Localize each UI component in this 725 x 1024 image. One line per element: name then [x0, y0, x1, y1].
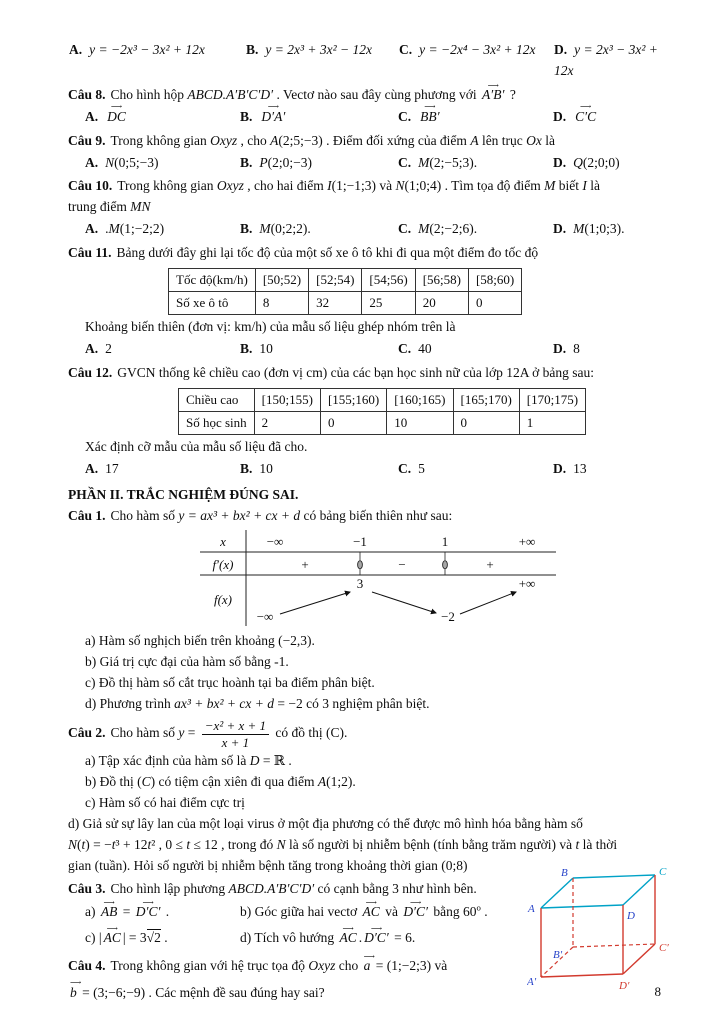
question-number: Câu 3. — [68, 880, 106, 896]
speed-frequency-table — [168, 268, 522, 315]
bbt-x-value: 1 — [441, 534, 449, 550]
option-d — [553, 459, 663, 480]
statement-text: a) Hàm số nghịch biến trên khoảng (−2,3). — [85, 633, 315, 649]
table-cell: [155;160) — [320, 388, 386, 411]
table-cell: [150;155) — [254, 388, 320, 411]
option-c — [398, 153, 553, 174]
statement-d: d) Tích vô hướng ⟶ AC . ⟶ D′C′ = 6. — [240, 927, 663, 950]
fraction — [202, 718, 269, 750]
option-b — [240, 459, 398, 480]
option-label: A. — [85, 108, 99, 124]
bbt-f-label: f(x) — [213, 592, 233, 608]
option-text: M(2;−2;6). — [418, 221, 478, 237]
option-b — [240, 219, 398, 240]
table-cell: 0 — [320, 411, 386, 434]
option-label: B. — [240, 108, 253, 124]
statement-text: b) Giá trị cực đại của hàm số bằng -1. — [85, 654, 289, 670]
option-d — [554, 40, 663, 82]
question-number: Câu 1. — [68, 507, 106, 523]
statement-c: c) | ⟶ AC | = 3 √ 2 . — [85, 927, 240, 950]
option-text: ⟶ D′A′ — [259, 109, 287, 124]
cube-vertex-label-a1: A′ — [527, 975, 537, 988]
question-10-stem-line2 — [68, 198, 663, 217]
option-text: 8 — [573, 340, 580, 356]
option-text: ⟶ C′C — [573, 109, 598, 124]
height-frequency-table — [178, 388, 586, 435]
option-c — [398, 339, 553, 360]
table-cell: 10 — [387, 411, 453, 434]
option-label: A. — [85, 221, 99, 237]
option-text: N(0;5;−3) — [105, 154, 159, 170]
option-label: D. — [553, 154, 567, 170]
option-label: C. — [398, 460, 412, 476]
bbt-sign: + — [301, 557, 309, 573]
option-text: ⟶ DC — [105, 109, 128, 124]
option-c — [398, 459, 553, 480]
question-text: GVCN thống kê chiều cao (đơn vị cm) của các bạn học sinh nữ của lớp 12A ở bảng sau: — [117, 364, 594, 380]
question-number: Câu 8. — [68, 86, 106, 102]
question-text: Cho hàm số y = — [110, 725, 199, 741]
question-text: Cho hàm số y = ax³ + bx² + cx + d có bảng biến thiên như sau: — [110, 507, 453, 523]
question-text: Trong không gian Oxyz , cho hai điểm I(1;−1;3) và N(1;0;4) . Tìm tọa độ điểm M biết I là — [117, 178, 600, 194]
table-cell: Chiều cao — [179, 388, 255, 411]
statement-text: c) Đồ thị hàm số cắt trục hoành tại ba điểm phân biệt. — [85, 675, 375, 691]
part-2-heading: PHẦN II. TRẮC NGHIỆM ĐÚNG SAI. — [68, 486, 299, 502]
table-cell: Tốc độ(km/h) — [169, 269, 256, 292]
table-cell: [56;58) — [415, 269, 468, 292]
cube-vertex-label-c1: C′ — [659, 941, 669, 954]
statement-text: d) Giả sử sự lây lan của một loại virus ở một địa phương có thể được mô hình hóa bằng hàm số — [68, 815, 583, 831]
question-10-stem — [68, 177, 663, 196]
question-12-stem — [68, 364, 663, 383]
option-text: y = 2x³ + 3x² − 12x — [265, 42, 373, 57]
question-11-stem — [68, 244, 663, 263]
fraction-numerator: −x² + x + 1 — [202, 718, 269, 735]
option-text: P(2;0;−3) — [259, 154, 312, 170]
option-label: A. — [69, 42, 83, 57]
option-text: y = 2x³ − 3x² + 12x — [554, 42, 658, 78]
option-label: B. — [240, 340, 253, 356]
option-label: C. — [399, 42, 413, 57]
table-cell: 0 — [453, 411, 519, 434]
p2-question-2-stem — [68, 718, 663, 750]
p2q2-item-c — [68, 794, 663, 813]
option-text: y = −2x³ − 3x² + 12x — [89, 42, 205, 57]
question-text: Cho hình hộp ABCD.A′B′C′D′ . Vectơ nào sau đây cùng phương với ⟶ A′B′ ? — [111, 87, 516, 102]
question-12-note: Xác định cỡ mẫu của mẫu số liệu đã cho. — [85, 438, 308, 454]
table-cell: [52;54) — [309, 269, 362, 292]
option-text: 40 — [418, 340, 432, 356]
option-text: M(0;2;2). — [259, 221, 311, 237]
table-cell: [50;52) — [255, 269, 308, 292]
p2-question-1-stem — [68, 507, 663, 526]
bbt-sign: 0 — [356, 557, 364, 573]
table-cell: 1 — [519, 411, 585, 434]
option-b — [240, 339, 398, 360]
question-number: Câu 11. — [68, 245, 112, 261]
option-b — [240, 153, 398, 174]
option-a — [85, 339, 240, 360]
option-label: C. — [398, 108, 412, 124]
p2q1-item-b — [68, 653, 663, 672]
bbt-x-value: −∞ — [266, 534, 284, 550]
question-8-stem — [68, 86, 663, 105]
option-label: C. — [398, 340, 412, 356]
bbt-x-value: +∞ — [518, 534, 536, 550]
option-label: D. — [553, 340, 567, 356]
cube-figure — [527, 866, 677, 994]
statement-b: b) Góc giữa hai vectơ ⟶ AC và ⟶ D′C′ bằng 60$^o$ . — [240, 901, 663, 924]
option-text: 10 — [259, 340, 273, 356]
option-text: 10 — [259, 460, 273, 476]
option-text: M(2;−5;3). — [418, 154, 478, 170]
statement-text: N(t) = −t³ + 12t² , 0 ≤ t ≤ 12 , trong đó N là số người bị nhiễm bệnh (tính bằng trăm người) và t là thời — [68, 836, 618, 852]
question-number: Câu 9. — [68, 132, 106, 148]
option-text: 13 — [573, 460, 587, 476]
question-9-options — [68, 153, 663, 174]
question-11-note: Khoảng biến thiên (đơn vị: km/h) của mẫu số liệu ghép nhóm trên là — [85, 319, 456, 335]
p2q1-item-d — [68, 695, 663, 714]
cube-vertex-label-b: B — [561, 866, 568, 879]
option-c — [399, 40, 554, 82]
p2q2-item-b — [68, 773, 663, 792]
option-label: B. — [240, 221, 253, 237]
table-cell: 0 — [468, 292, 521, 315]
bbt-x-label: x — [220, 534, 226, 550]
question-10-options — [68, 219, 663, 240]
question-text: có đồ thị (C). — [272, 725, 348, 741]
option-label: A. — [85, 340, 99, 356]
fraction-denominator: x + 1 — [221, 734, 250, 750]
table-cell: [170;175) — [519, 388, 585, 411]
question-number: Câu 4. — [68, 958, 106, 974]
option-label: A. — [85, 460, 99, 476]
table-cell: 8 — [255, 292, 308, 315]
table-cell: 2 — [254, 411, 320, 434]
question-11-options — [68, 339, 663, 360]
option-d — [553, 219, 663, 240]
bbt-arrow-up — [280, 592, 350, 614]
question-number: Câu 2. — [68, 725, 106, 741]
option-a — [85, 459, 240, 480]
option-text: 5 — [418, 460, 425, 476]
table-cell: [165;170) — [453, 388, 519, 411]
cube-vertex-label-b1: B′ — [553, 948, 563, 961]
question-text: Trong không gian với hệ trục tọa độ Oxyz cho ⟶ a = (1;−2;3) và — [111, 958, 448, 973]
p2q2-item-d — [68, 815, 663, 834]
p2q2-item-d-line2 — [68, 836, 663, 855]
option-label: B. — [240, 460, 253, 476]
table-row — [169, 269, 522, 292]
variation-table — [200, 530, 556, 626]
bbt-arrow-up — [460, 592, 516, 614]
statement-text: b) Đồ thị (C) có tiệm cận xiên đi qua điểm A(1;2). — [85, 774, 356, 790]
bbt-f-value: +∞ — [518, 576, 536, 592]
option-c — [398, 107, 553, 128]
option-a — [85, 107, 240, 128]
option-a — [85, 219, 240, 240]
top-answer-row — [68, 40, 663, 82]
question-text: Trong không gian Oxyz , cho A(2;5;−3) . Điểm đối xứng của điểm A lên trục Ox là — [110, 132, 556, 148]
option-text: 2 — [105, 340, 112, 356]
question-number: Câu 12. — [68, 364, 113, 380]
option-d — [553, 153, 663, 174]
option-label: D. — [554, 42, 568, 57]
option-a — [69, 40, 246, 82]
statement-text: gian (tuần). Hỏi số người bị nhiễm bệnh tăng trong khoảng thời gian (0;8) — [68, 857, 468, 873]
option-text: y = −2x⁴ − 3x² + 12x — [419, 42, 536, 57]
table-cell: [160;165) — [387, 388, 453, 411]
table-cell: 25 — [362, 292, 415, 315]
statement-text: d) Phương trình ax³ + bx² + cx + d = −2 có 3 nghiệm phân biệt. — [85, 696, 430, 712]
option-label: C. — [398, 154, 412, 170]
option-label: D. — [553, 221, 567, 237]
option-b — [240, 107, 398, 128]
page-number: 8 — [654, 984, 661, 999]
option-text: 17 — [105, 460, 119, 476]
statement-a: a) ⟶ AB = ⟶ D′C′ . — [85, 901, 240, 924]
option-c — [398, 219, 553, 240]
question-text: trung điểm MN — [68, 199, 151, 215]
cube-vertex-label-d: D — [627, 909, 635, 922]
p2q1-item-a — [68, 632, 663, 651]
cube-vertex-label-c: C — [659, 865, 667, 878]
option-label: D. — [553, 460, 567, 476]
p2q2-item-a — [68, 752, 663, 771]
cube-vertex-label-d1: D′ — [619, 979, 630, 992]
table-cell: 20 — [415, 292, 468, 315]
p2q1-item-c — [68, 674, 663, 693]
table-row — [169, 292, 522, 315]
question-12-options — [68, 459, 663, 480]
bbt-f-value: −2 — [441, 609, 455, 625]
table-cell: 32 — [309, 292, 362, 315]
bbt-arrow-down — [372, 592, 436, 613]
option-label: D. — [553, 108, 567, 124]
table-row — [179, 388, 586, 411]
statement-text: a) Tập xác định của hàm số là D = ℝ . — [85, 753, 292, 769]
option-text: .M(1;−2;2) — [105, 221, 165, 237]
table-cell: Số học sinh — [179, 411, 255, 434]
question-text: Cho hình lập phương ABCD.A′B′C′D′ có cạnh bằng 3 như hình bên. — [110, 880, 477, 896]
option-label: C. — [398, 221, 412, 237]
option-d — [553, 339, 663, 360]
table-cell: [54;56) — [362, 269, 415, 292]
bbt-f-value: −∞ — [256, 609, 274, 625]
variation-table-wrap — [200, 530, 663, 630]
option-b — [246, 40, 399, 82]
option-text: ⟶ BB′ — [418, 109, 441, 124]
statement-text: c) Hàm số có hai điểm cực trị — [85, 795, 245, 810]
question-text: Bảng dưới đây ghi lại tốc độ của một số xe ô tô khi đi qua một điểm đo tốc độ — [116, 245, 539, 261]
bbt-f-value: 3 — [356, 576, 364, 592]
option-label: A. — [85, 154, 99, 170]
question-number: Câu 10. — [68, 178, 113, 194]
table-cell: Số xe ô tô — [169, 292, 256, 315]
table-row — [179, 411, 586, 434]
question-8-options — [68, 107, 663, 128]
question-9-stem — [68, 132, 663, 151]
bbt-fprime-label: f′(x) — [212, 557, 234, 573]
bbt-sign: + — [486, 557, 494, 573]
bbt-x-value: −1 — [353, 534, 367, 550]
option-text: Q(2;0;0) — [573, 154, 620, 170]
option-d — [553, 107, 663, 128]
bbt-sign: − — [398, 557, 406, 573]
option-label: B. — [240, 154, 253, 170]
option-label: B. — [246, 42, 259, 57]
table-cell: [58;60) — [468, 269, 521, 292]
option-text: M(1;0;3). — [573, 221, 625, 237]
option-a — [85, 153, 240, 174]
question-text: ⟶ b = (3;−6;−9) . Các mệnh đề sau đúng hay sai? — [68, 985, 325, 1000]
bbt-sign: 0 — [441, 557, 449, 573]
cube-vertex-label-a: A — [528, 902, 535, 915]
